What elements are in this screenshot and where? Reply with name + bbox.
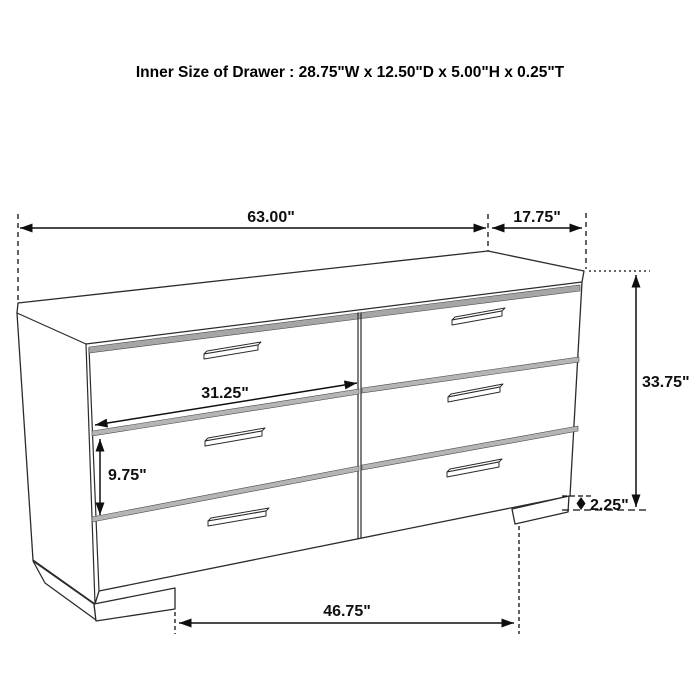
diagram-title: Inner Size of Drawer : 28.75"W x 12.50"D x 5.00"H x 0.25"T xyxy=(135,64,565,81)
overall-height-label: 33.75" xyxy=(642,374,690,391)
dimension-base-height xyxy=(577,497,629,514)
left-plinth-front xyxy=(94,588,175,621)
overall-width-label: 63.00" xyxy=(247,209,295,226)
dimension-leg-span xyxy=(179,603,514,623)
dresser-body xyxy=(17,251,584,604)
drawer-height-label: 9.75" xyxy=(108,467,147,484)
dimension-overall-width xyxy=(20,209,486,228)
drawer-width-label: 31.25" xyxy=(201,385,249,402)
arrow-up-icon xyxy=(577,497,586,504)
overall-depth-label: 17.75" xyxy=(513,209,561,226)
leg-span-label: 46.75" xyxy=(323,603,371,620)
dimension-overall-height xyxy=(636,275,690,507)
dimension-overall-depth xyxy=(492,209,582,228)
base-height-label: 2.25" xyxy=(590,497,629,514)
dresser-drawing xyxy=(17,251,584,621)
arrow-down-icon xyxy=(577,504,586,511)
